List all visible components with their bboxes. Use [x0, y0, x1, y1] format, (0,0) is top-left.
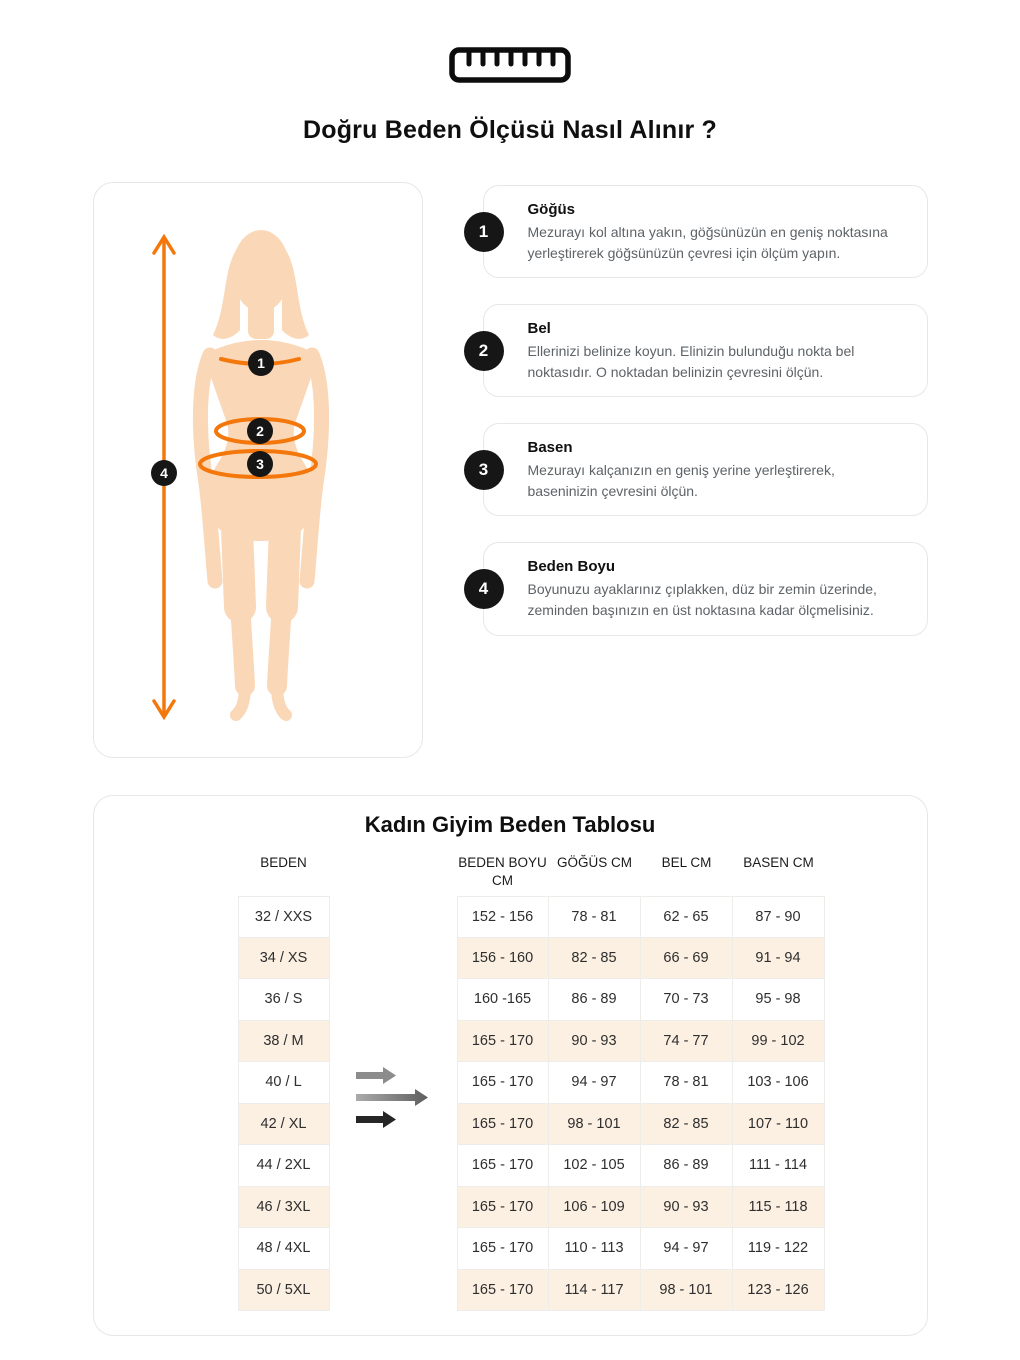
step-number-badge: 1	[464, 212, 504, 252]
ruler-icon	[448, 46, 572, 84]
measure-cell: 94 - 97	[641, 1228, 733, 1270]
column-header-beden: BEDEN	[260, 855, 307, 870]
measure-cell: 86 - 89	[549, 979, 641, 1021]
badge-4: 4	[159, 465, 168, 481]
measure-cell: 107 - 110	[733, 1104, 825, 1146]
step-title: Beden Boyu	[527, 558, 616, 576]
step-description: Boyunuzu ayaklarınız çıplakken, düz bir zemin üzerinde, zeminden başınızın en üst noktasına kadar ölçmelisiniz.	[527, 581, 877, 619]
body-measurement-figure	[94, 183, 423, 758]
step-description: Ellerinizi belinize koyun. Elinizin bulunduğu nokta bel noktasıdır. O noktadan belinizin çevresini ölçün.	[527, 343, 855, 380]
measure-cell: 165 - 170	[457, 1104, 549, 1146]
measure-cell: 165 - 170	[457, 1228, 549, 1270]
arrow-gap-cell	[330, 938, 457, 980]
column-header-spacer	[330, 852, 457, 896]
badge-2: 2	[255, 423, 264, 439]
size-cell: 44 / 2XL	[238, 1145, 330, 1187]
size-cell: 48 / 4XL	[238, 1228, 330, 1270]
column-header-gogus: GÖĞÜS CM	[556, 855, 632, 870]
step-description: Mezurayı kol altına yakın, göğsünüzün en geniş noktasına yerleştirerek göğsünüzün çevresi için ölçüm yapın.	[527, 224, 888, 261]
table-row	[238, 1228, 825, 1270]
badge-1: 1	[256, 355, 265, 371]
arrow-gap-cell	[330, 979, 457, 1021]
measure-cell: 165 - 170	[457, 1187, 549, 1229]
measure-cell: 66 - 69	[641, 938, 733, 980]
measure-cell: 165 - 170	[457, 1021, 549, 1063]
arrow-gap-cell	[330, 1187, 457, 1229]
measure-cell: 165 - 170	[457, 1145, 549, 1187]
measure-cell: 82 - 85	[641, 1104, 733, 1146]
step-card-waist	[478, 304, 928, 397]
step-number-badge: 4	[464, 569, 504, 609]
measure-cell: 123 - 126	[733, 1270, 825, 1312]
size-table-header	[238, 852, 927, 896]
measure-cell: 111 - 114	[733, 1145, 825, 1187]
measure-cell: 110 - 113	[549, 1228, 641, 1270]
arrow-gap-cell	[330, 1228, 457, 1270]
measure-cell: 115 - 118	[733, 1187, 825, 1229]
page-header	[93, 46, 928, 145]
measure-cell: 62 - 65	[641, 896, 733, 938]
measure-cell: 70 - 73	[641, 979, 733, 1021]
measure-cell: 87 - 90	[733, 896, 825, 938]
column-header-basen: BASEN CM	[743, 855, 814, 870]
body-figure-card	[93, 182, 423, 758]
measure-cell: 102 - 105	[549, 1145, 641, 1187]
size-cell: 38 / M	[238, 1021, 330, 1063]
measure-cell: 90 - 93	[549, 1021, 641, 1063]
step-description: Mezurayı kalçanızın en geniş yerine yerleştirerek, baseninizin çevresini ölçün.	[527, 462, 835, 499]
size-cell: 46 / 3XL	[238, 1187, 330, 1229]
measure-cell: 95 - 98	[733, 979, 825, 1021]
step-title: Basen	[527, 439, 573, 457]
measure-cell: 98 - 101	[641, 1270, 733, 1312]
size-table-card	[93, 795, 928, 1336]
measure-cell: 165 - 170	[457, 1062, 549, 1104]
step-title: Bel	[527, 320, 551, 338]
measure-cell: 152 - 156	[457, 896, 549, 938]
measure-cell: 90 - 93	[641, 1187, 733, 1229]
column-header-beden-boyu: BEDEN BOYU CM	[458, 855, 547, 889]
measure-cell: 99 - 102	[733, 1021, 825, 1063]
badge-3: 3	[255, 456, 264, 472]
size-guide-page	[93, 0, 928, 1336]
size-cell: 40 / L	[238, 1062, 330, 1104]
measure-cell: 74 - 77	[641, 1021, 733, 1063]
table-row	[238, 1145, 825, 1187]
size-cell: 36 / S	[238, 979, 330, 1021]
measure-cell: 119 - 122	[733, 1228, 825, 1270]
step-card-height	[478, 542, 928, 635]
size-table-body	[238, 896, 825, 1311]
measure-cell: 98 - 101	[549, 1104, 641, 1146]
arrow-gap-cell	[330, 1021, 457, 1063]
size-cell: 42 / XL	[238, 1104, 330, 1146]
size-table-title: Kadın Giyim Beden Tablosu	[364, 812, 656, 837]
measure-cell: 165 - 170	[457, 1270, 549, 1312]
arrow-gap-cell	[330, 1270, 457, 1312]
measure-cell: 91 - 94	[733, 938, 825, 980]
measure-cell: 114 - 117	[549, 1270, 641, 1312]
measure-cell: 78 - 81	[549, 896, 641, 938]
arrow-right-icon	[356, 1067, 396, 1084]
step-card-hips	[478, 423, 928, 516]
table-row	[238, 979, 825, 1021]
table-row	[238, 1021, 825, 1063]
arrow-right-icon	[356, 1111, 396, 1128]
size-table-rows	[238, 896, 825, 1311]
table-row	[238, 1062, 825, 1104]
measure-cell: 86 - 89	[641, 1145, 733, 1187]
measurement-section	[93, 182, 928, 758]
measure-cell: 94 - 97	[549, 1062, 641, 1104]
arrow-right-icon	[356, 1089, 428, 1106]
table-row	[238, 1104, 825, 1146]
measure-cell: 82 - 85	[549, 938, 641, 980]
measurement-steps	[478, 182, 928, 758]
measure-cell: 103 - 106	[733, 1062, 825, 1104]
measure-cell: 160 -165	[457, 979, 549, 1021]
size-pointer-arrows	[356, 1067, 436, 1128]
table-row	[238, 938, 825, 980]
size-cell: 32 / XXS	[238, 896, 330, 938]
measure-cell: 106 - 109	[549, 1187, 641, 1229]
step-number-badge: 2	[464, 331, 504, 371]
page-title: Doğru Beden Ölçüsü Nasıl Alınır ?	[302, 116, 718, 144]
step-card-chest	[478, 185, 928, 278]
measure-cell: 156 - 160	[457, 938, 549, 980]
measure-cell: 78 - 81	[641, 1062, 733, 1104]
arrow-gap-cell	[330, 896, 457, 938]
table-row	[238, 1270, 825, 1312]
step-number-badge: 3	[464, 450, 504, 490]
column-header-bel: BEL CM	[661, 855, 712, 870]
step-title: Göğüs	[527, 201, 575, 218]
table-row	[238, 896, 825, 938]
arrow-gap-cell	[330, 1145, 457, 1187]
size-cell: 34 / XS	[238, 938, 330, 980]
table-row	[238, 1187, 825, 1229]
size-cell: 50 / 5XL	[238, 1270, 330, 1312]
